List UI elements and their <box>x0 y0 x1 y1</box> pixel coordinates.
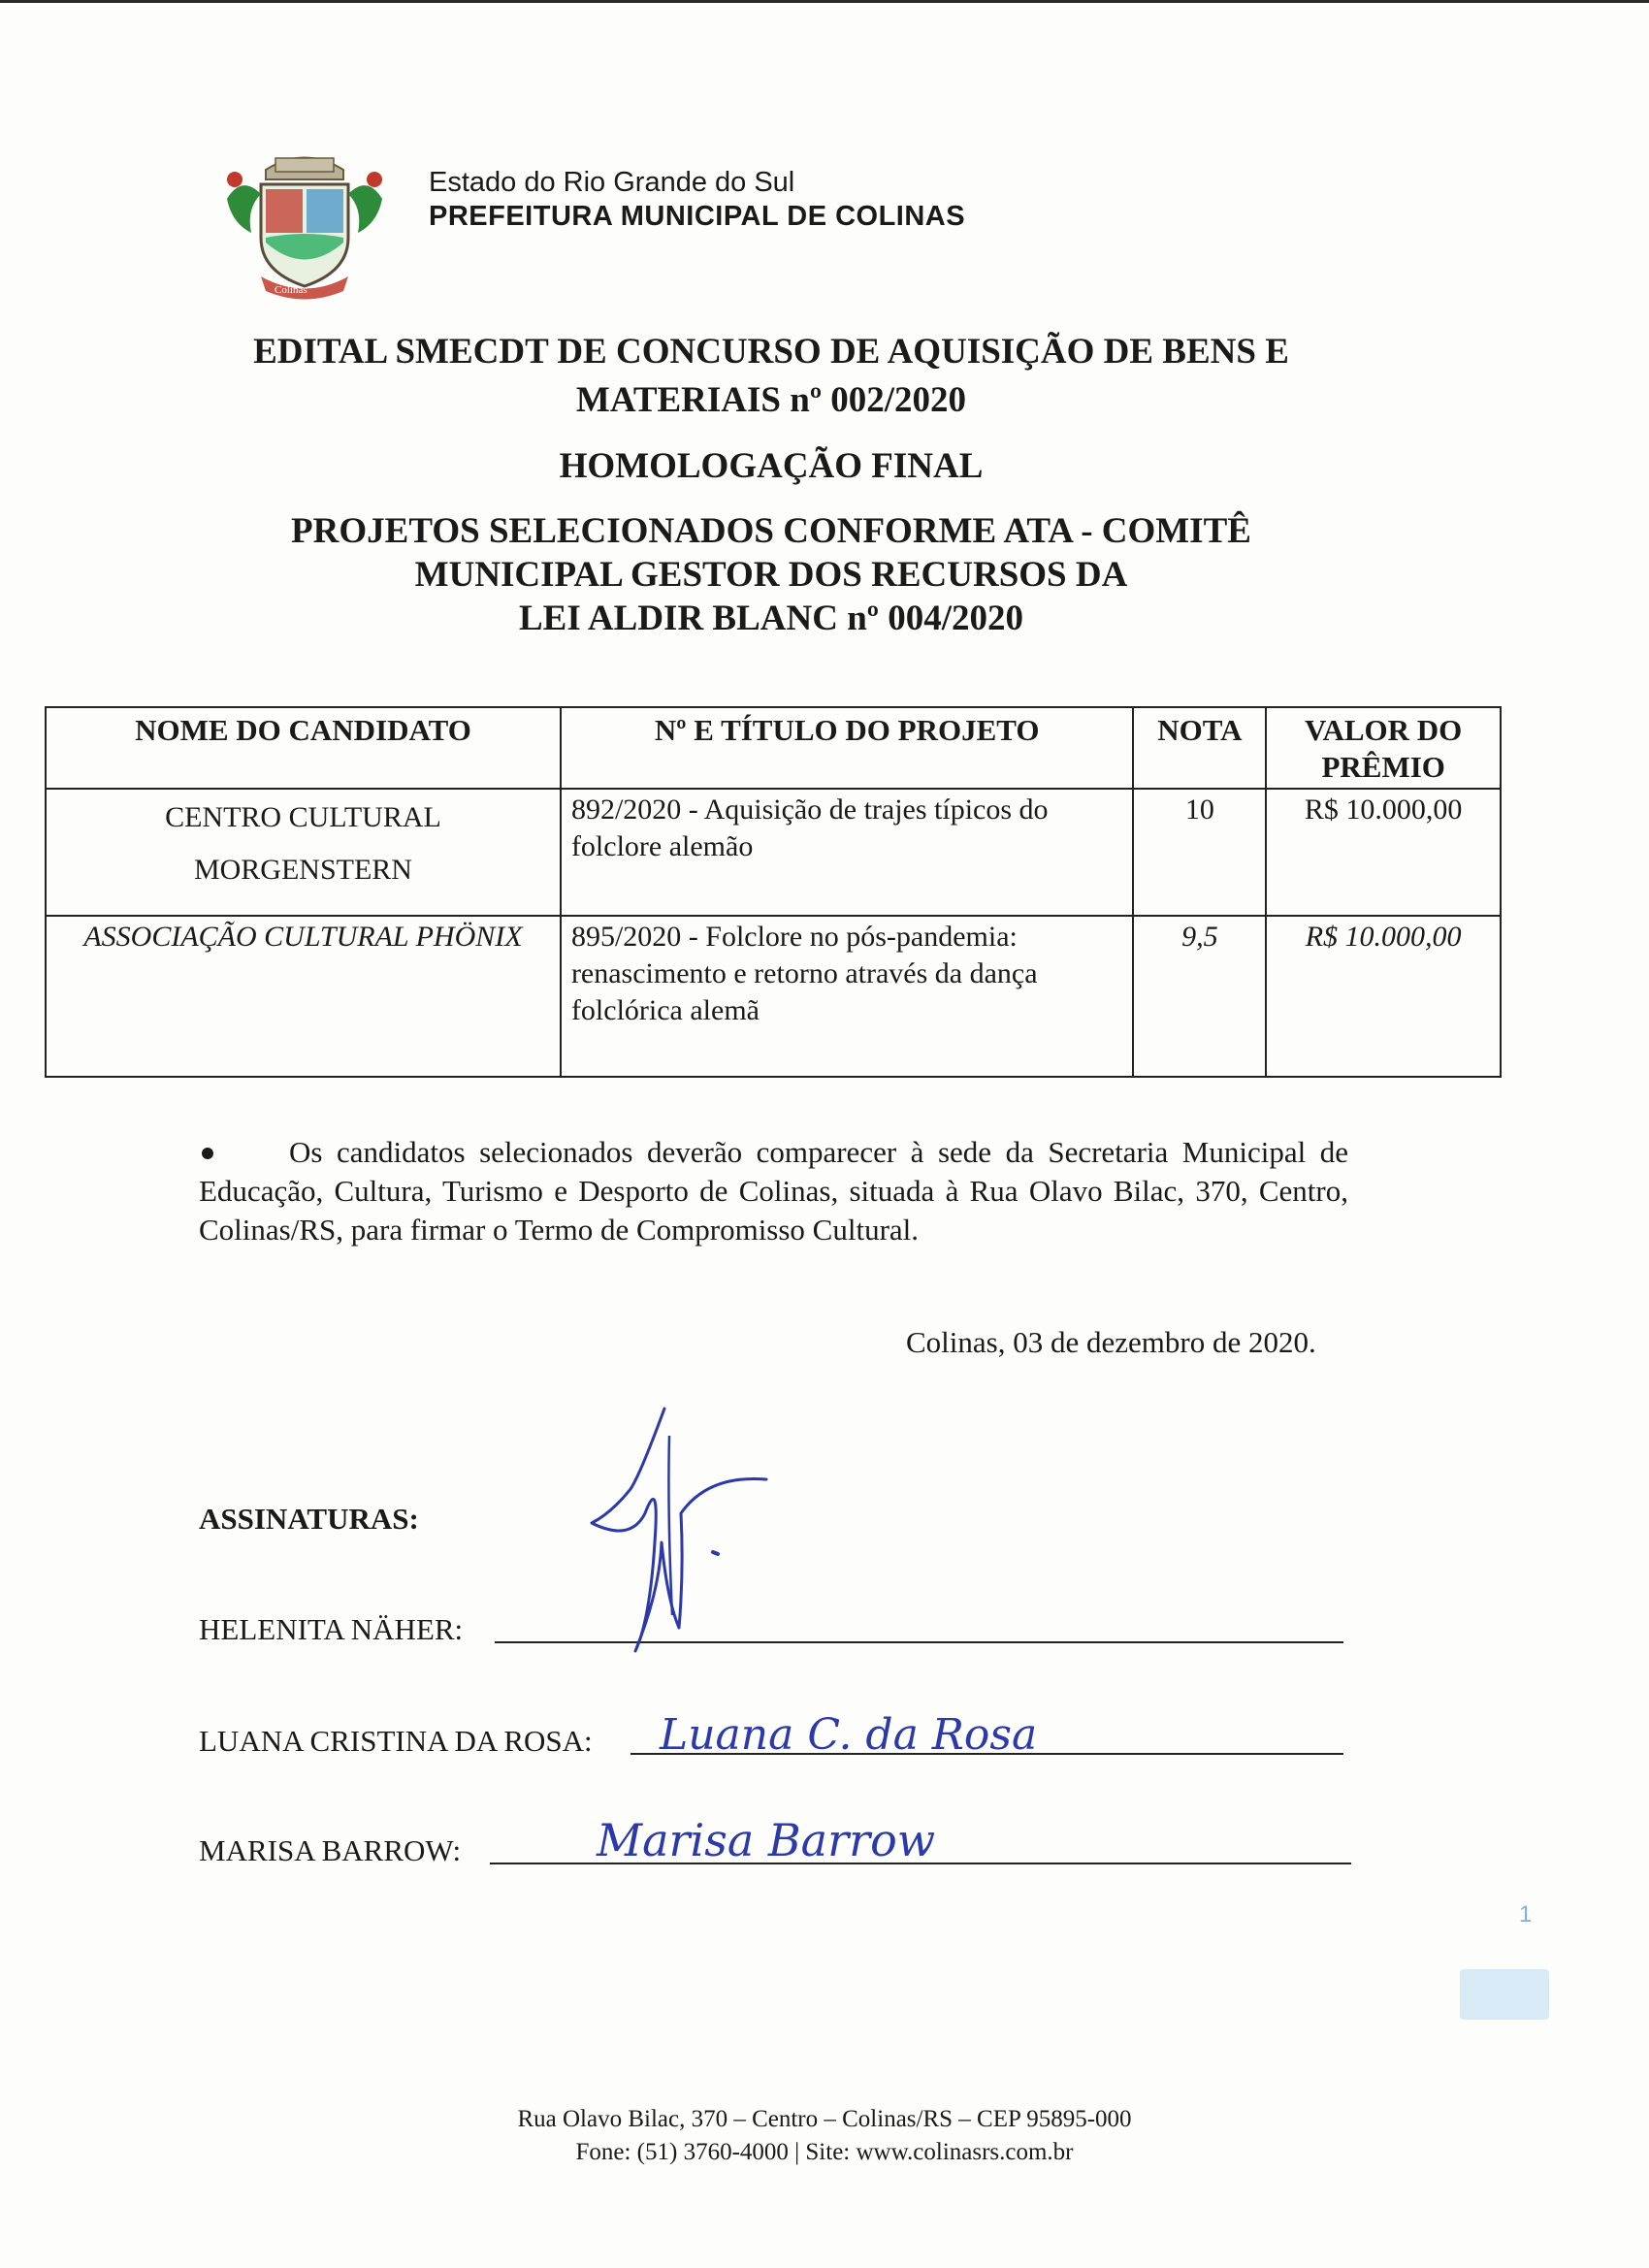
signature-line <box>630 1753 1343 1755</box>
candidate-cell: ASSOCIAÇÃO CULTURAL PHÖNIX <box>46 916 561 1077</box>
scan-edge <box>0 0 1649 3</box>
municipal-crest-logo <box>208 141 402 306</box>
footer-address: Rua Olavo Bilac, 370 – Centro – Colinas/RS – CEP 95895-000 <box>517 2106 1132 2132</box>
project-cell: 892/2020 - Aquisição de trajes típicos do folclore alemão <box>561 789 1133 916</box>
projects-title-line: LEI ALDIR BLANC nº 004/2020 <box>518 599 1024 638</box>
column-header-project: Nº E TÍTULO DO PROJETO <box>561 707 1133 789</box>
candidate-cell <box>46 789 561 916</box>
table-header-row <box>46 707 1501 789</box>
notice-paragraph <box>199 1133 1348 1249</box>
projects-title-line: MUNICIPAL GESTOR DOS RECURSOS DA <box>414 555 1128 595</box>
signer-label: LUANA CRISTINA DA ROSA: <box>199 1724 593 1758</box>
prize-cell: R$ 10.000,00 <box>1266 789 1501 916</box>
table-row <box>46 789 1501 916</box>
header-state: Estado do Rio Grande do Sul <box>429 167 795 198</box>
signature-luana <box>650 1693 1154 1770</box>
svg-text:Marisa Barrow: Marisa Barrow <box>597 1814 936 1866</box>
signature-helenita <box>572 1397 805 1659</box>
project-cell: 895/2020 - Folclore no pós-pandemia: renascimento e retorno através da dança folclórica alemã <box>561 916 1133 1077</box>
column-header-candidate: NOME DO CANDIDATO <box>46 707 561 789</box>
header-municipality: PREFEITURA MUNICIPAL DE COLINAS <box>429 201 966 232</box>
table-row <box>46 916 1501 1077</box>
svg-text:Luana C. da Rosa: Luana C. da Rosa <box>660 1710 1038 1760</box>
page-number: 1 <box>1519 1901 1533 1928</box>
footer-contact: Fone: (51) 3760-4000 | Site: www.colinasrs.com.br <box>575 2139 1074 2165</box>
signature-line <box>495 1641 1343 1643</box>
score-cell: 10 <box>1133 789 1266 916</box>
edital-title-line: EDITAL SMECDT DE CONCURSO DE AQUISIÇÃO DE BENS E <box>253 332 1289 372</box>
score-cell: 9,5 <box>1133 916 1266 1077</box>
candidate-name-line: MORGENSTERN <box>193 854 412 886</box>
notice-text: Os candidatos selecionados deverão comparecer à sede da Secretaria Municipal de Educação, Cultura, Turismo e Desporto de Colinas, situada à Rua Olavo Bilac, 370, Centro, Colinas/RS, para firmar o Termo de Compromisso Cultural. <box>199 1135 1348 1247</box>
homologation-title: HOMOLOGAÇÃO FINAL <box>559 446 984 486</box>
signature-marisa <box>582 1799 1086 1877</box>
candidate-name-line: CENTRO CULTURAL <box>165 801 441 833</box>
crest-banner-text: Colinas <box>275 284 307 296</box>
edital-title <box>146 328 1397 425</box>
scan-artifact <box>1460 1969 1549 2020</box>
results-table <box>45 706 1502 1078</box>
signature-line <box>490 1863 1351 1864</box>
projects-title <box>146 509 1397 640</box>
signer-label: HELENITA NÄHER: <box>199 1612 464 1646</box>
signer-label: MARISA BARROW: <box>199 1833 462 1867</box>
column-header-prize: VALOR DO PRÊMIO <box>1266 707 1501 789</box>
date-line: Colinas, 03 de dezembro de 2020. <box>906 1325 1316 1359</box>
bullet-icon <box>202 1148 213 1159</box>
projects-title-line: PROJETOS SELECIONADOS CONFORME ATA - COMITÊ <box>291 511 1251 551</box>
prize-cell: R$ 10.000,00 <box>1266 916 1501 1077</box>
edital-title-line: MATERIAIS nº 002/2020 <box>575 380 967 420</box>
column-header-score: NOTA <box>1133 707 1266 789</box>
signatures-heading: ASSINATURAS: <box>199 1502 419 1536</box>
